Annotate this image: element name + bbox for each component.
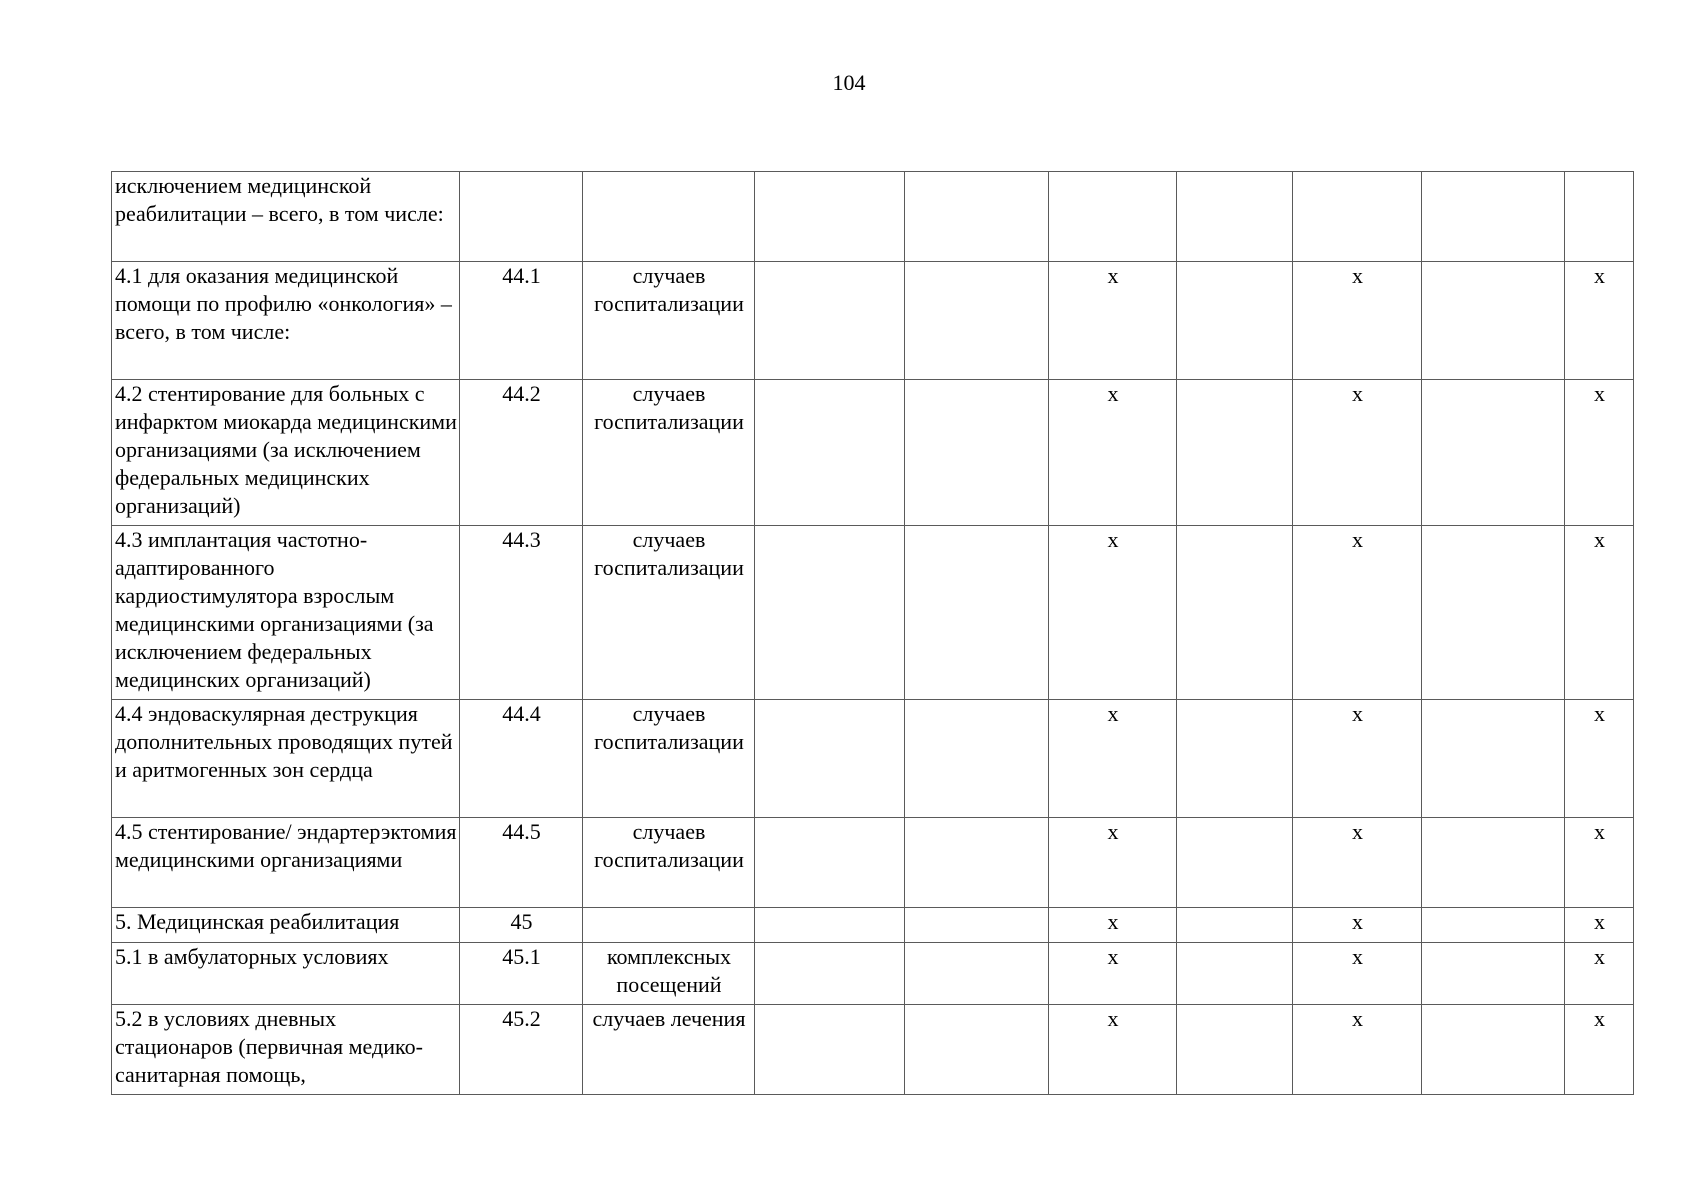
value-cell xyxy=(755,700,905,818)
row-code-cell: 45.1 xyxy=(460,943,583,1005)
value-cell xyxy=(755,908,905,943)
row-name-cell: исключением медицинской реабилитации – всего, в том числе: xyxy=(112,172,460,262)
row-unit-cell: случаев госпитализации xyxy=(583,262,755,380)
value-cell xyxy=(1177,380,1293,526)
table-row xyxy=(112,1005,1634,1095)
row-code-cell: 45 xyxy=(460,908,583,943)
value-cell: х xyxy=(1565,818,1634,908)
value-cell xyxy=(1177,526,1293,700)
row-unit-cell: случаев госпитализации xyxy=(583,818,755,908)
value-cell xyxy=(1177,262,1293,380)
value-cell: х xyxy=(1293,380,1422,526)
value-cell: х xyxy=(1049,943,1177,1005)
table-row xyxy=(112,818,1634,908)
row-name-cell: 5.1 в амбулаторных условиях xyxy=(112,943,460,1005)
value-cell xyxy=(905,172,1049,262)
value-cell xyxy=(1177,818,1293,908)
value-cell: х xyxy=(1293,526,1422,700)
value-cell xyxy=(1049,172,1177,262)
value-cell: х xyxy=(1565,700,1634,818)
row-name-cell: 5. Медицинская реабилитация xyxy=(112,908,460,943)
value-cell: х xyxy=(1293,700,1422,818)
row-unit-cell: случаев лечения xyxy=(583,1005,755,1095)
value-cell xyxy=(1177,172,1293,262)
value-cell: х xyxy=(1565,943,1634,1005)
table-row xyxy=(112,380,1634,526)
value-cell: х xyxy=(1565,1005,1634,1095)
row-unit-cell xyxy=(583,172,755,262)
value-cell xyxy=(905,526,1049,700)
value-cell: х xyxy=(1293,818,1422,908)
value-cell: х xyxy=(1565,380,1634,526)
table-row xyxy=(112,943,1634,1005)
value-cell xyxy=(905,1005,1049,1095)
value-cell xyxy=(1422,172,1565,262)
table-row xyxy=(112,908,1634,943)
value-cell xyxy=(755,262,905,380)
row-name-cell: 4.1 для оказания медицинской помощи по профилю «онкология» – всего, в том числе: xyxy=(112,262,460,380)
value-cell xyxy=(755,818,905,908)
row-code-cell: 44.2 xyxy=(460,380,583,526)
row-unit-cell: комплексных посещений xyxy=(583,943,755,1005)
table-row xyxy=(112,262,1634,380)
value-cell xyxy=(1177,1005,1293,1095)
row-code-cell: 44.1 xyxy=(460,262,583,380)
value-cell xyxy=(755,526,905,700)
value-cell: х xyxy=(1293,908,1422,943)
value-cell xyxy=(1422,262,1565,380)
value-cell: х xyxy=(1293,943,1422,1005)
value-cell xyxy=(1422,526,1565,700)
value-cell: х xyxy=(1293,262,1422,380)
value-cell xyxy=(1177,700,1293,818)
row-unit-cell: случаев госпитализации xyxy=(583,380,755,526)
value-cell: х xyxy=(1049,700,1177,818)
row-name-cell: 4.2 стентирование для больных с инфарктом миокарда медицинскими организациями (за исключением федеральных медицинских организаций) xyxy=(112,380,460,526)
value-cell: х xyxy=(1293,1005,1422,1095)
value-cell xyxy=(755,380,905,526)
row-code-cell: 44.5 xyxy=(460,818,583,908)
value-cell xyxy=(755,172,905,262)
value-cell xyxy=(905,262,1049,380)
value-cell xyxy=(1422,908,1565,943)
row-code-cell xyxy=(460,172,583,262)
value-cell xyxy=(1422,380,1565,526)
value-cell xyxy=(755,1005,905,1095)
value-cell xyxy=(1177,908,1293,943)
table-row xyxy=(112,526,1634,700)
value-cell: х xyxy=(1565,262,1634,380)
row-code-cell: 44.4 xyxy=(460,700,583,818)
value-cell xyxy=(905,700,1049,818)
table-row xyxy=(112,700,1634,818)
value-cell xyxy=(905,818,1049,908)
row-unit-cell: случаев госпитализации xyxy=(583,700,755,818)
page-number: 104 xyxy=(832,70,866,95)
value-cell: х xyxy=(1049,380,1177,526)
value-cell xyxy=(1422,700,1565,818)
row-name-cell: 4.4 эндоваскулярная деструкция дополнительных проводящих путей и аритмогенных зон сердца xyxy=(112,700,460,818)
value-cell xyxy=(1422,1005,1565,1095)
value-cell: х xyxy=(1049,262,1177,380)
value-cell: х xyxy=(1049,818,1177,908)
value-cell xyxy=(1565,172,1634,262)
value-cell xyxy=(905,943,1049,1005)
value-cell xyxy=(905,908,1049,943)
row-name-cell: 5.2 в условиях дневных стационаров (первичная медико-санитарная помощь, xyxy=(112,1005,460,1095)
data-table xyxy=(111,171,1634,1095)
value-cell xyxy=(1422,818,1565,908)
row-unit-cell xyxy=(583,908,755,943)
value-cell xyxy=(1177,943,1293,1005)
row-code-cell: 45.2 xyxy=(460,1005,583,1095)
table-row xyxy=(112,172,1634,262)
value-cell xyxy=(755,943,905,1005)
row-name-cell: 4.3 имплантация частотно-адаптированного кардиостимулятора взрослым медицинскими организациями (за исключением федеральных медицинских организаций) xyxy=(112,526,460,700)
value-cell: х xyxy=(1049,526,1177,700)
value-cell: х xyxy=(1565,908,1634,943)
value-cell: х xyxy=(1049,1005,1177,1095)
row-unit-cell: случаев госпитализации xyxy=(583,526,755,700)
value-cell: х xyxy=(1049,908,1177,943)
value-cell xyxy=(1422,943,1565,1005)
row-name-cell: 4.5 стентирование/ эндартерэктомия медицинскими организациями xyxy=(112,818,460,908)
value-cell xyxy=(1293,172,1422,262)
value-cell xyxy=(905,380,1049,526)
value-cell: х xyxy=(1565,526,1634,700)
row-code-cell: 44.3 xyxy=(460,526,583,700)
